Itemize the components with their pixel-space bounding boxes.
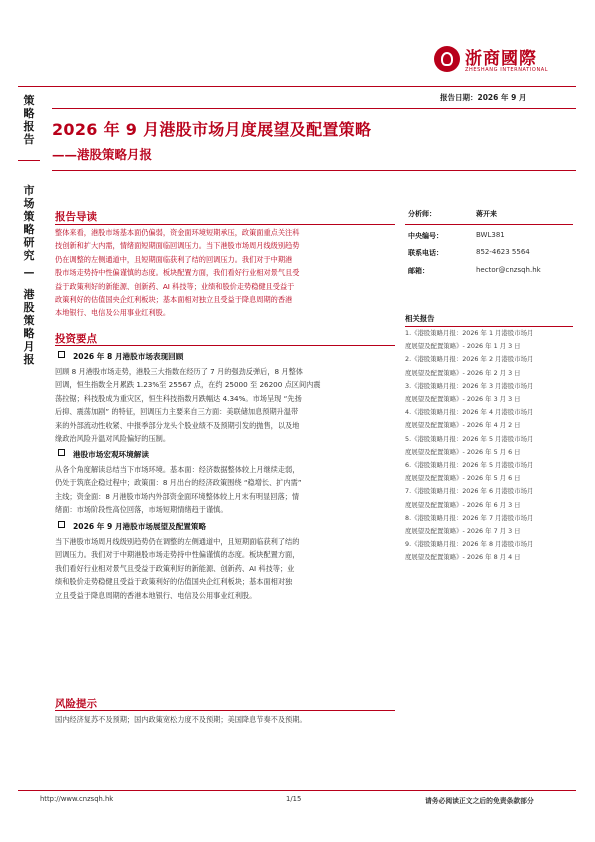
- email-label: 邮箱：: [408, 267, 429, 275]
- sidebar-divider: [18, 160, 40, 161]
- footer-divider: [18, 790, 576, 791]
- risk-heading: 风险提示: [55, 698, 97, 710]
- guide-heading: 报告导读: [55, 211, 97, 223]
- header-divider: [18, 86, 576, 87]
- risk-text: 国内经济复苏不及预期；国内政策宽松力度不及预期；美国降息节奏不及预期。: [55, 715, 307, 724]
- list-item[interactable]: 6.《港股策略月报：2026 年 5 月港股市场月 度展望及配置策略》- 2026 年 5 月 6 日: [405, 461, 534, 483]
- sidebar-dash: —: [23, 266, 35, 279]
- point-2-title: 港股市场宏观环境解读: [58, 449, 149, 460]
- company-logo-text: 浙商國際: [465, 49, 537, 69]
- ce-number: BWL381: [476, 231, 505, 239]
- title-top-divider: [52, 108, 576, 109]
- list-item[interactable]: 3.《港股策略月报：2026 年 3 月港股市场月 度展望及配置策略》- 2026 年 3 月 3 日: [405, 381, 534, 404]
- sidebar-category: 策略报告: [23, 94, 35, 146]
- points-heading: 投资要点: [55, 333, 97, 345]
- list-item[interactable]: 5.《港股策略月报：2026 年 5 月港股市场月 度展望及配置策略》- 2026 年 5 月 6 日: [405, 434, 534, 456]
- bullet-square-icon: [58, 521, 65, 528]
- guide-text: 整体来看，港股市场基本面仍偏弱，资金面环境短期承压，政策面重点关注科 技创新和扩大内需，情绪面短期面临回调压力。当下港股市场周月线级别趋势 仍在调整的左侧通道中，且短期面临获利了结的回调压力。我们对于中期港 股市场走势持中性偏谨慎的态度。板块配置方面，我们看好行业相对景气且受 益于政策利好的新能源、创新药、AI 科技等；业绩和股价走势稳健且受益于 政策利好的估值国央企红利板块；基本面相对独立且受益于降息周期的香港 本地银行、电信及公用事业红利股。: [55, 228, 300, 318]
- analyst-rule: [405, 224, 573, 225]
- list-item[interactable]: 2.《港股策略月报：2026 年 2 月港股市场月 度展望及配置策略》- 2026 年 2 月 3 日: [405, 355, 534, 377]
- analyst-name: 蒋开来: [476, 210, 497, 218]
- points-heading-rule: [55, 345, 395, 346]
- point-1-title: 2026 年 8 月港股市场表现回顾: [58, 351, 183, 362]
- analyst-label: 分析师：: [408, 210, 436, 218]
- bullet-square-icon: [58, 449, 65, 456]
- point-2-text: 从各个角度解读总结当下市场环境。基本面：经济数据整体较上月继续走弱， 仍处于筑底企稳过程中；政策面：8 月出台的经济政策围绕 “稳增长、扩内需” 主线；资金面：8 月港股市场内外部资金面环境整体较上月末有明显回落；情 绪面：市场阶段性高位回落，市场短期情绪趋于谨慎。: [55, 465, 302, 515]
- phone-number: 852-4623 5564: [476, 248, 530, 256]
- report-date: 报告日期：2026 年 9 月: [440, 93, 527, 102]
- point-1-text: 回顾 8 月港股市场走势，港股三大指数在经历了 7 月的强劲反弹后，8 月整体 回调，恒生指数全月累跌 1.23%至 25567 点，在约 25000 至 26200 点区间内震 荡拉锯；科技股成为重灾区，恒生科技指数月跌幅达 4.34%。市场呈现 “先扬 后抑、震荡加剧” 的特征，回调压力主要来自三方面：美联储加息预期升温带 来的外部流动性收紧、中报季部分龙头个股业绩不及预期引发的抛售，以及地 缘政治风险升温对风险偏好的压制。: [55, 367, 321, 444]
- list-item[interactable]: 1.《港股策略月报：2026 年 1 月港股市场月 度展望及配置策略》- 2026 年 1 月 3 日: [405, 329, 534, 351]
- related-heading: 相关报告: [405, 314, 435, 323]
- guide-heading-rule: [55, 224, 395, 225]
- phone-label: 联系电话：: [408, 249, 443, 257]
- list-item[interactable]: 9.《港股策略月报：2026 年 8 月港股市场月 度展望及配置策略》- 2026 年 8 月 4 日: [405, 540, 534, 562]
- sidebar-series: 市场策略研究: [23, 184, 35, 262]
- page-title: 2026 年 9 月港股市场月度展望及配置策略: [52, 120, 372, 139]
- email-address[interactable]: hector@cnzsqh.hk: [476, 266, 541, 274]
- sidebar-sub: 港股策略月报: [23, 288, 35, 366]
- point-3-text: 当下港股市场周月线级别趋势仍在调整的左侧通道中，且短期面临获利了结的 回调压力。我们对于中期港股市场走势持中性偏谨慎的态度。板块配置方面， 我们看好行业相对景气且受益于政策利好的新能源、创新药、AI 科技等；业 绩和股价走势稳健且受益于政策利好的估值国央企红利板块；基本面相对独 立且受益于降息周期的香港本地银行、电信及公用事业红利股。: [55, 537, 300, 600]
- ce-label: 中央编号：: [408, 232, 443, 240]
- title-bottom-divider: [52, 170, 576, 171]
- company-logo-english: ZHESHANG INTERNATIONAL: [465, 67, 549, 73]
- footer-disclaimer: 请务必阅读正文之后的免责条款部分: [425, 797, 534, 805]
- list-item[interactable]: 7.《港股策略月报：2026 年 6 月港股市场月 度展望及配置策略》- 2026 年 6 月 3 日: [405, 487, 534, 509]
- bullet-square-icon: [58, 351, 65, 358]
- page-subtitle: ——港股策略月报: [52, 147, 153, 162]
- company-logo-icon: [434, 46, 460, 72]
- list-item[interactable]: 4.《港股策略月报：2026 年 4 月港股市场月 度展望及配置策略》- 2026 年 4 月 2 日: [405, 408, 534, 430]
- page-number: 1/15: [286, 795, 302, 803]
- risk-heading-rule: [55, 710, 395, 711]
- point-3-title: 2026 年 9 月港股市场展望及配置策略: [58, 521, 206, 532]
- footer-url[interactable]: http://www.cnzsqh.hk: [40, 795, 114, 803]
- list-item[interactable]: 8.《港股策略月报：2026 年 7 月港股市场月 度展望及配置策略》- 2026 年 7 月 3 日: [405, 513, 534, 536]
- related-list: [405, 327, 575, 565]
